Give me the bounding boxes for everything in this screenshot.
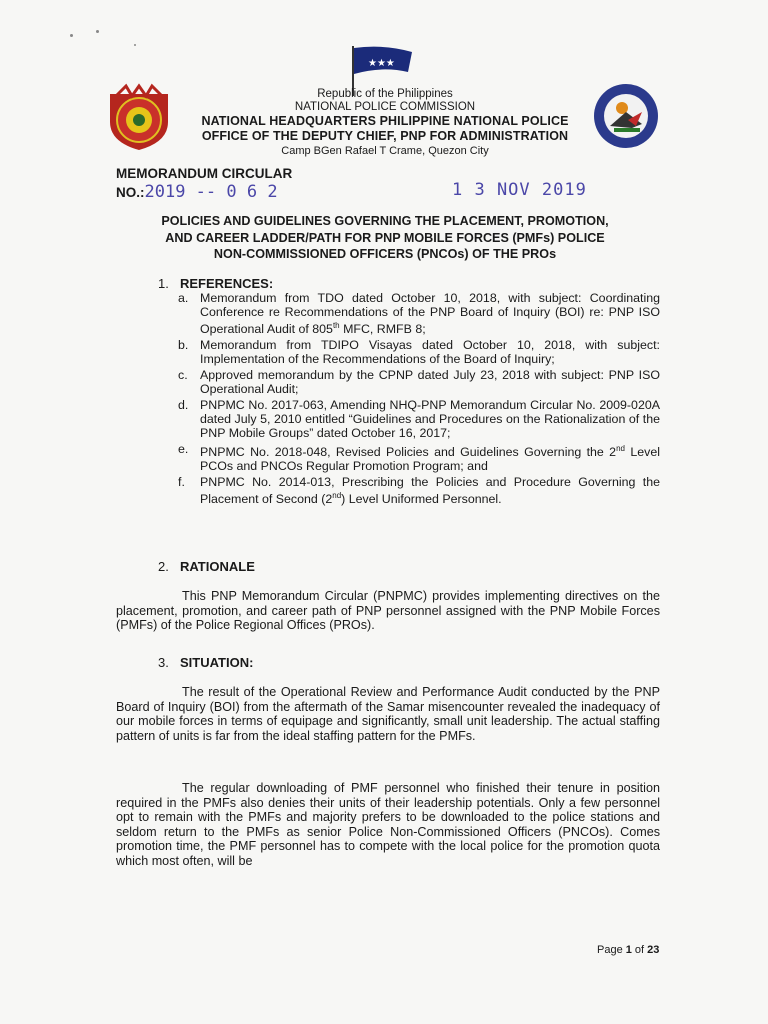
- memo-number-label: NO.:: [116, 185, 145, 200]
- page-total: 23: [647, 944, 660, 956]
- letterhead: [176, 87, 594, 158]
- page-number: [597, 944, 659, 956]
- rationale-paragraph: This PNP Memorandum Circular (PNPMC) provides implementing directives on the placement, promotion, and career path of PNP personnel assigned with the PNP Mobile Forces (PMFs) of the Police Regional Offices (PROs).: [116, 589, 660, 633]
- memo-number: [116, 182, 278, 202]
- page-of: of: [631, 944, 648, 956]
- reference-letter: c.: [178, 368, 188, 383]
- title-line: AND CAREER LADDER/PATH FOR PNP MOBILE FORCES (PMFs) POLICE: [165, 230, 605, 245]
- situation-paragraph: The regular downloading of PMF personnel who finished their tenure in position required in the PMFs also denies their units of their leadership potentials. Only a few personnel opt to remain with the PMFs and majority prefers to be downloaded to the police stations and seldom return to the PMFs as senior Police Non-Commissioned Officers (PNCOs). Comes promotion time, the PMF personnel has to compete with the local police for the promotion quota which most often, will be: [116, 781, 660, 868]
- section-heading-situation: [158, 655, 253, 670]
- references-list: [178, 291, 660, 508]
- date-stamp: 1 3 NOV 2019: [452, 180, 587, 200]
- republic-line: Republic of the Philippines: [317, 88, 453, 100]
- section-title: REFERENCES:: [180, 276, 274, 291]
- scan-speck: [96, 30, 99, 33]
- memo-number-stamp: 2019 -- 0 6 2: [144, 182, 278, 202]
- pnp-seal-icon: [104, 82, 174, 152]
- reference-letter: f.: [178, 475, 185, 490]
- document-title: [110, 213, 660, 263]
- reference-letter: a.: [178, 291, 189, 305]
- reference-letter: b.: [178, 338, 189, 353]
- reference-text: PNPMC No. 2014-013, Prescribing the Policies and Procedure Governing the Placement of Second (2nd) Level Uniformed Personnel.: [200, 475, 660, 507]
- section-title: SITUATION:: [180, 655, 254, 670]
- reference-text: Approved memorandum by the CPNP dated July 23, 2018 with subject: PNP ISO Operational Audit;: [200, 368, 660, 397]
- scan-speck: [70, 34, 73, 37]
- memo-label: MEMORANDUM CIRCULAR: [116, 166, 293, 181]
- section-heading-rationale: [158, 559, 255, 574]
- reference-item: [178, 291, 660, 336]
- reference-letter: d.: [178, 398, 189, 413]
- scan-speck: [134, 44, 136, 46]
- reference-text: PNPMC No. 2018-048, Revised Policies and Guidelines Governing the 2nd Level PCOs and PNCOs Regular Promotion Program; and: [200, 444, 660, 474]
- section-number: 1.: [158, 276, 169, 291]
- reference-item: [178, 442, 660, 473]
- reference-item: [178, 475, 660, 506]
- page-label: Page: [597, 944, 626, 956]
- address-line: Camp BGen Rafael T Crame, Quezon City: [281, 145, 489, 157]
- reference-item: [178, 338, 660, 366]
- reference-letter: e.: [178, 442, 189, 457]
- section-number: 2.: [158, 559, 169, 574]
- section-title: RATIONALE: [180, 559, 255, 574]
- section-heading-references: [158, 276, 273, 291]
- title-line: NON-COMMISSIONED OFFICERS (PNCOs) OF THE PROs: [213, 247, 557, 261]
- office-line: OFFICE OF THE DEPUTY CHIEF, PNP FOR ADMINISTRATION: [201, 129, 569, 143]
- title-line: POLICIES AND GUIDELINES GOVERNING THE PLACEMENT, PROMOTION,: [161, 214, 609, 228]
- reference-text: Memorandum from TDO dated October 10, 2018, with subject: Coordinating Conference re Recommendations of the PNP Board of Inquiry (BOI) re: PNP ISO Operational Audit of 805th MFC, RMFB 8;: [200, 291, 660, 337]
- section-number: 3.: [158, 655, 169, 670]
- reference-item: [178, 398, 660, 440]
- napolcom-seal-icon: [592, 82, 660, 150]
- situation-paragraph: The result of the Operational Review and Performance Audit conducted by the PNP Board of Inquiry (BOI) from the aftermath of the Samar misencounter revealed the inadequacy of our mobile forces in terms of equipage and significantly, small unit leadership. The actual staffing pattern of units is far from the ideal staffing pattern for the PMFs.: [116, 685, 660, 743]
- reference-text: PNPMC No. 2017-063, Amending NHQ-PNP Memorandum Circular No. 2009-020A dated July 5, 2010 entitled “Guidelines and Procedures on the Rationalization of the PNP Mobile Groups” dated October 16, 2017;: [200, 398, 660, 441]
- hq-line: NATIONAL HEADQUARTERS PHILIPPINE NATIONAL POLICE: [201, 114, 569, 128]
- reference-text: Memorandum from TDIPO Visayas dated October 10, 2018, with subject: Implementation of the Recommendations of the Board of Inquiry;: [200, 338, 660, 367]
- svg-text:★★★: ★★★: [368, 58, 395, 69]
- commission-line: NATIONAL POLICE COMMISSION: [294, 101, 476, 113]
- reference-item: [178, 368, 660, 396]
- page-current: 1: [625, 944, 632, 956]
